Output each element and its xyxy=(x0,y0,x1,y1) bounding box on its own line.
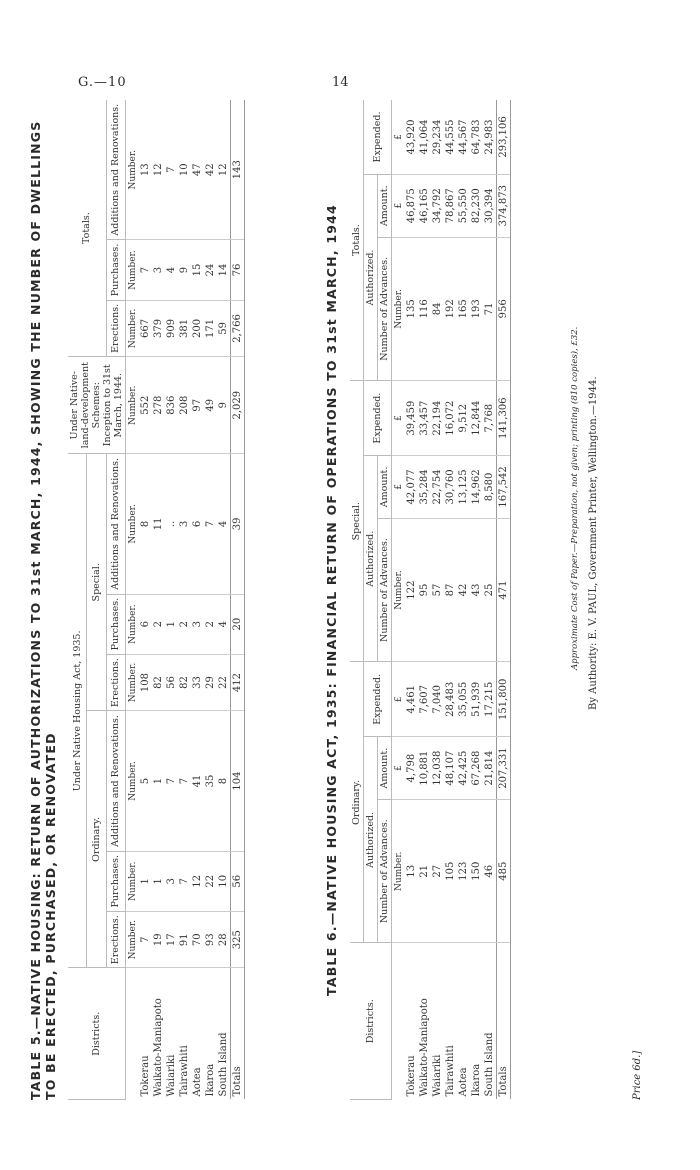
table6-totals-row xyxy=(497,100,511,1100)
value-cell: £ xyxy=(392,174,406,237)
district-cell: Aotea xyxy=(458,1067,469,1097)
table5-col-header: Additions and Renovations. xyxy=(106,100,125,240)
district-cell: Waikato-Maniapoto xyxy=(419,998,430,1097)
value-cell: 4 xyxy=(217,454,231,594)
value-cell: 22 xyxy=(204,851,217,911)
value-cell: 7 xyxy=(139,240,152,300)
table5 xyxy=(68,100,245,1100)
value-cell: Number. xyxy=(126,240,140,300)
value-cell: 55,550 xyxy=(457,174,470,237)
value-cell: 2 xyxy=(152,594,165,654)
table6 xyxy=(350,100,511,1100)
table-row xyxy=(418,100,431,1100)
value-cell: 2,766 xyxy=(231,300,245,357)
table6-unit-row xyxy=(392,100,406,1100)
value-cell: £ xyxy=(392,662,406,737)
table-row xyxy=(457,100,470,1100)
value-cell: Number. xyxy=(126,594,140,654)
value-cell: 22,754 xyxy=(431,456,444,519)
value-cell: 123 xyxy=(457,799,470,943)
district-cell: South Island xyxy=(218,1032,229,1097)
price-note: Price 6d.] xyxy=(632,1050,643,1100)
value-cell: 667 xyxy=(139,300,152,357)
value-cell: 7 xyxy=(165,711,178,851)
value-cell: £ xyxy=(392,456,406,519)
value-cell: 135 xyxy=(405,237,418,381)
value-cell: Number. xyxy=(392,799,406,943)
value-cell: 836 xyxy=(165,357,178,454)
value-cell: Number. xyxy=(392,518,406,662)
table-row xyxy=(470,100,483,1100)
value-cell: 7,607 xyxy=(418,662,431,737)
value-cell: 167,542 xyxy=(497,456,511,519)
value-cell: Number. xyxy=(126,454,140,594)
value-cell: 91 xyxy=(178,911,191,968)
value-cell: 4 xyxy=(165,240,178,300)
value-cell: 150 xyxy=(470,799,483,943)
district-cell: Ikaroa xyxy=(471,1063,482,1097)
value-cell: 64,783 xyxy=(470,100,483,174)
value-cell: 43,920 xyxy=(405,100,418,174)
value-cell: 25 xyxy=(483,518,497,662)
value-cell: 1 xyxy=(139,851,152,911)
value-cell: 22,194 xyxy=(431,381,444,456)
value-cell: 193 xyxy=(470,237,483,381)
value-cell: 412 xyxy=(231,654,245,711)
value-cell: 39,459 xyxy=(405,381,418,456)
value-cell: 70 xyxy=(191,911,204,968)
value-cell: 19 xyxy=(152,911,165,968)
value-cell: 192 xyxy=(444,237,457,381)
table5-col-header: Purchases. xyxy=(106,594,125,654)
value-cell: 35 xyxy=(204,711,217,851)
value-cell: 151,800 xyxy=(497,662,511,737)
page-number: 14 xyxy=(332,75,349,90)
table-row xyxy=(217,100,231,1100)
table-row xyxy=(444,100,457,1100)
value-cell: 5 xyxy=(139,711,152,851)
value-cell: 71 xyxy=(483,237,497,381)
value-cell: 171 xyxy=(204,300,217,357)
value-cell: 59 xyxy=(217,300,231,357)
table5-totals-header: Totals. xyxy=(68,100,106,357)
value-cell: 13 xyxy=(405,799,418,943)
table5-title: TABLE 5.—NATIVE HOUSING: RETURN OF AUTHORIZATIONS TO 31st MARCH, 1944, SHOWING THE NUMBER OF DWELLINGS TO BE ERECTED, PURCHASED, OR RENOVATED xyxy=(28,120,58,1100)
paper-cost-note: Approximate Cost of Paper.—Preparation, not given; printing (810 copies), £32. xyxy=(570,326,580,670)
value-cell: Number. xyxy=(392,237,406,381)
value-cell: Number. xyxy=(126,654,140,711)
value-cell: 8 xyxy=(139,454,152,594)
value-cell: 165 xyxy=(457,237,470,381)
value-cell: 381 xyxy=(178,300,191,357)
value-cell: 6 xyxy=(191,454,204,594)
value-cell: 82 xyxy=(178,654,191,711)
value-cell: 104 xyxy=(231,711,245,851)
table5-col-header: Purchases. xyxy=(106,240,125,300)
value-cell: 82,230 xyxy=(470,174,483,237)
value-cell: 956 xyxy=(497,237,511,381)
district-cell: South Island xyxy=(484,1032,495,1097)
value-cell: 116 xyxy=(418,237,431,381)
value-cell: 56 xyxy=(165,654,178,711)
value-cell: 42 xyxy=(204,100,217,240)
value-cell: 24 xyxy=(204,240,217,300)
district-cell: Totals xyxy=(231,968,245,1100)
value-cell: 10,881 xyxy=(418,737,431,800)
table6-col-header: Amount. xyxy=(378,174,392,237)
district-cell: Totals xyxy=(497,943,511,1100)
value-cell: 12 xyxy=(191,851,204,911)
value-cell: 1 xyxy=(152,851,165,911)
value-cell: 67,268 xyxy=(470,737,483,800)
value-cell: 1 xyxy=(165,594,178,654)
value-cell: 1 xyxy=(152,711,165,851)
table6-ordinary-header: Ordinary. xyxy=(350,662,364,943)
value-cell: 325 xyxy=(231,911,245,968)
value-cell: 7 xyxy=(165,100,178,240)
value-cell: £ xyxy=(392,737,406,800)
value-cell: 14,962 xyxy=(470,456,483,519)
table5-col-header: Erections. xyxy=(106,300,125,357)
value-cell: 4,798 xyxy=(405,737,418,800)
table-row xyxy=(165,100,178,1100)
value-cell: 3 xyxy=(191,594,204,654)
table6-expended-header: Expended. xyxy=(364,662,392,737)
value-cell: 13 xyxy=(139,100,152,240)
value-cell: 293,106 xyxy=(497,100,511,174)
table-row xyxy=(431,100,444,1100)
table-row xyxy=(405,100,418,1100)
value-cell: 9 xyxy=(178,240,191,300)
value-cell: 30,394 xyxy=(483,174,497,237)
district-cell: Tokerau xyxy=(406,1055,417,1097)
value-cell: 20 xyxy=(231,594,245,654)
value-cell: 95 xyxy=(418,518,431,662)
table6-totals-header: Totals. xyxy=(350,100,364,381)
table-row xyxy=(139,100,152,1100)
table-row xyxy=(204,100,217,1100)
value-cell: 56 xyxy=(231,851,245,911)
value-cell: 379 xyxy=(152,300,165,357)
value-cell: 374,873 xyxy=(497,174,511,237)
value-cell: 33,457 xyxy=(418,381,431,456)
value-cell: 108 xyxy=(139,654,152,711)
table6-authorized-header: Authorized. xyxy=(364,174,378,380)
value-cell: 16,072 xyxy=(444,381,457,456)
value-cell: 9 xyxy=(217,357,231,454)
value-cell: 87 xyxy=(444,518,457,662)
table5-special-header: Special. xyxy=(87,454,106,711)
district-cell: Waikato-Maniapoto xyxy=(153,998,164,1097)
value-cell: 44,567 xyxy=(457,100,470,174)
value-cell: 48,107 xyxy=(444,737,457,800)
value-cell: 2 xyxy=(178,594,191,654)
value-cell: 10 xyxy=(178,100,191,240)
value-cell: 552 xyxy=(139,357,152,454)
table5-act-header: Under Native Housing Act, 1935. xyxy=(68,454,87,968)
table-row xyxy=(483,100,497,1100)
table5-districts-header: Districts. xyxy=(68,968,126,1100)
value-cell: 24,983 xyxy=(483,100,497,174)
value-cell: Number. xyxy=(126,911,140,968)
value-cell: 46,165 xyxy=(418,174,431,237)
rotated-page-content xyxy=(28,100,648,1100)
value-cell: 2,029 xyxy=(231,357,245,454)
table6-expended-header: Expended. xyxy=(364,381,392,456)
table5-col-header: Erections. xyxy=(106,911,125,968)
value-cell: 485 xyxy=(497,799,511,943)
value-cell: 41,064 xyxy=(418,100,431,174)
value-cell: 7 xyxy=(204,454,217,594)
value-cell: 21 xyxy=(418,799,431,943)
table6-expended-header: Expended. xyxy=(364,100,392,174)
value-cell: 909 xyxy=(165,300,178,357)
value-cell: 43 xyxy=(470,518,483,662)
value-cell: 35,284 xyxy=(418,456,431,519)
district-cell: Aotea xyxy=(192,1067,203,1097)
table6-col-header: Number of Advances. xyxy=(378,518,392,662)
table6-authorized-header: Authorized. xyxy=(364,456,378,662)
table-row xyxy=(152,100,165,1100)
value-cell: 7,768 xyxy=(483,381,497,456)
value-cell: 42,425 xyxy=(457,737,470,800)
table6-col-header: Amount. xyxy=(378,737,392,800)
report-reference: G.—10 xyxy=(78,75,127,90)
value-cell: 200 xyxy=(191,300,204,357)
value-cell: 105 xyxy=(444,799,457,943)
value-cell: 4,461 xyxy=(405,662,418,737)
value-cell: 34,792 xyxy=(431,174,444,237)
value-cell: 76 xyxy=(231,240,245,300)
value-cell: 12 xyxy=(152,100,165,240)
table6-special-header: Special. xyxy=(350,381,364,662)
value-cell: 3 xyxy=(165,851,178,911)
value-cell: 44,555 xyxy=(444,100,457,174)
value-cell: 8 xyxy=(217,711,231,851)
value-cell: Number. xyxy=(126,851,140,911)
value-cell: 141,306 xyxy=(497,381,511,456)
table5-col-header: Additions and Renovations. xyxy=(106,711,125,851)
table-row xyxy=(178,100,191,1100)
table5-col-header: Additions and Renovations. xyxy=(106,454,125,594)
value-cell: 8,580 xyxy=(483,456,497,519)
table5-scheme-header: Under Native-land-development Schemes: Inception to 31st March, 1944. xyxy=(68,357,126,454)
printer-authority: By Authority: E. V. PAUL, Government Printer, Wellington.—1944. xyxy=(588,376,599,710)
value-cell: Number. xyxy=(126,100,140,240)
value-cell: 7,040 xyxy=(431,662,444,737)
value-cell: 82 xyxy=(152,654,165,711)
value-cell: 47 xyxy=(191,100,204,240)
value-cell: 207,331 xyxy=(497,737,511,800)
district-cell: Tairawhiti xyxy=(445,1045,456,1097)
value-cell: 21,814 xyxy=(483,737,497,800)
value-cell: 46 xyxy=(483,799,497,943)
value-cell: 7 xyxy=(178,851,191,911)
value-cell: Number. xyxy=(126,711,140,851)
value-cell: 57 xyxy=(431,518,444,662)
value-cell: 2 xyxy=(204,594,217,654)
value-cell: £ xyxy=(392,100,406,174)
table5-col-header: Erections. xyxy=(106,654,125,711)
value-cell: 33 xyxy=(191,654,204,711)
table6-authorized-header: Authorized. xyxy=(364,737,378,943)
value-cell: 471 xyxy=(497,518,511,662)
value-cell: 17,215 xyxy=(483,662,497,737)
value-cell: 11 xyxy=(152,454,165,594)
table5-col-header: Purchases. xyxy=(106,851,125,911)
table6-title: TABLE 6.—NATIVE HOUSING ACT, 1935: FINANCIAL RETURN OF OPERATIONS TO 31st MARCH, 1944 xyxy=(324,204,339,996)
value-cell: 42,077 xyxy=(405,456,418,519)
table-row xyxy=(191,100,204,1100)
value-cell: 12 xyxy=(217,100,231,240)
value-cell: 7 xyxy=(178,711,191,851)
district-cell: Ikaroa xyxy=(205,1063,216,1097)
value-cell: 42 xyxy=(457,518,470,662)
value-cell: 84 xyxy=(431,237,444,381)
value-cell: 122 xyxy=(405,518,418,662)
district-cell: Tairawhiti xyxy=(179,1045,190,1097)
value-cell: 12,038 xyxy=(431,737,444,800)
table5-unit-row xyxy=(126,100,140,1100)
value-cell: 4 xyxy=(217,594,231,654)
district-cell: Waiariki xyxy=(432,1054,443,1097)
value-cell: 30,760 xyxy=(444,456,457,519)
value-cell: 7 xyxy=(139,911,152,968)
value-cell: 9,512 xyxy=(457,381,470,456)
table6-districts-header: Districts. xyxy=(350,943,392,1100)
value-cell: 29,234 xyxy=(431,100,444,174)
table6-col-header: Amount. xyxy=(378,456,392,519)
value-cell: 51,939 xyxy=(470,662,483,737)
table5-totals-row xyxy=(231,100,245,1100)
table5-ordinary-header: Ordinary. xyxy=(87,711,106,968)
value-cell: 35,055 xyxy=(457,662,470,737)
value-cell: 49 xyxy=(204,357,217,454)
value-cell: Number. xyxy=(126,300,140,357)
value-cell: 78,867 xyxy=(444,174,457,237)
value-cell: 6 xyxy=(139,594,152,654)
value-cell: 278 xyxy=(152,357,165,454)
value-cell: 39 xyxy=(231,454,245,594)
value-cell: 97 xyxy=(191,357,204,454)
value-cell: 29 xyxy=(204,654,217,711)
value-cell: 46,875 xyxy=(405,174,418,237)
value-cell: 14 xyxy=(217,240,231,300)
value-cell: 28,483 xyxy=(444,662,457,737)
value-cell: 27 xyxy=(431,799,444,943)
district-cell: Tokerau xyxy=(140,1055,151,1097)
table6-col-header: Number of Advances. xyxy=(378,237,392,381)
value-cell: Number. xyxy=(126,357,140,454)
value-cell: 13,125 xyxy=(457,456,470,519)
value-cell: 17 xyxy=(165,911,178,968)
value-cell: £ xyxy=(392,381,406,456)
value-cell: 28 xyxy=(217,911,231,968)
value-cell: 41 xyxy=(191,711,204,851)
value-cell: 15 xyxy=(191,240,204,300)
value-cell: 3 xyxy=(178,454,191,594)
district-cell: Waiariki xyxy=(166,1054,177,1097)
value-cell: 93 xyxy=(204,911,217,968)
table6-col-header: Number of Advances. xyxy=(378,799,392,943)
value-cell: 208 xyxy=(178,357,191,454)
value-cell: .. xyxy=(165,454,178,594)
value-cell: 22 xyxy=(217,654,231,711)
value-cell: 3 xyxy=(152,240,165,300)
value-cell: 143 xyxy=(231,100,245,240)
value-cell: 10 xyxy=(217,851,231,911)
value-cell: 12,844 xyxy=(470,381,483,456)
